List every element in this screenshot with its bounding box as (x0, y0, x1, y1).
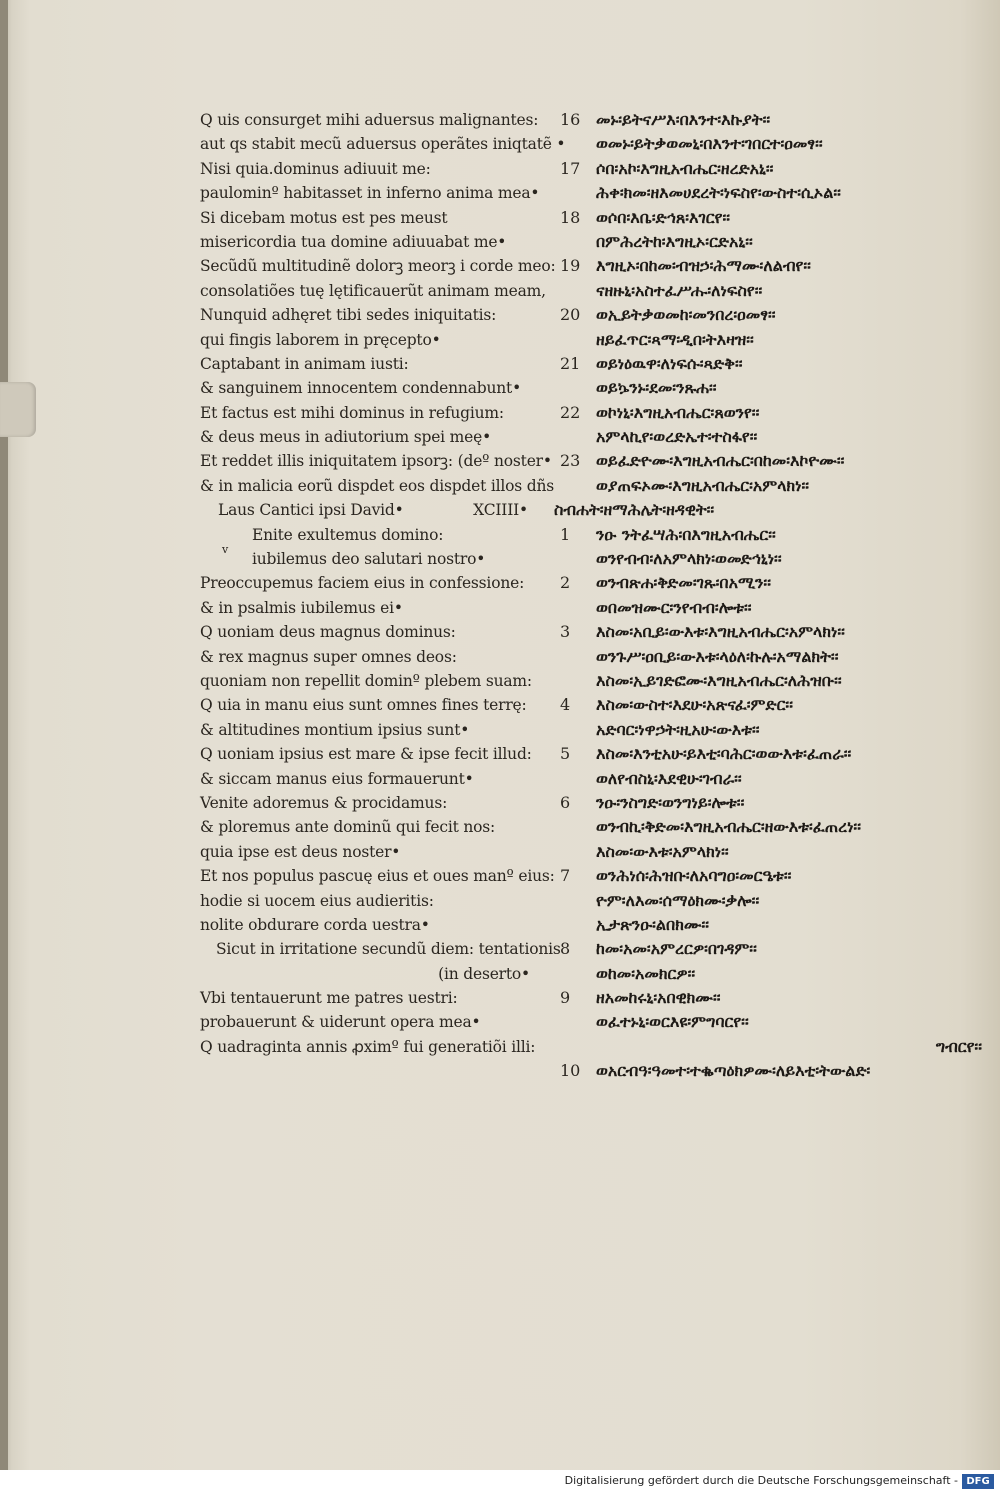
geez-text: ወንጉሥ፡ዐቢይ፡ውእቱ፡ላዕለ፡ኩሉ፡አማልክት፡፡ (596, 646, 839, 666)
geez-column (554, 108, 1000, 1084)
geez-line (560, 937, 1000, 961)
geez-line (560, 864, 1000, 888)
geez-text: እስመ፡ውእቱ፡አምላክነ፡፡ (596, 841, 729, 861)
geez-text: ወበመዝሙር፡ንየብብ፡ሎቱ፡፡ (596, 597, 752, 617)
geez-text: ስብሐት፡ዘማሕሌት፡ዘዳዊት፡፡ (554, 500, 715, 520)
geez-line (560, 669, 1000, 693)
latin-column (200, 108, 566, 1059)
latin-line: & siccam manus eius formauerunt• (200, 769, 474, 788)
latin-line: probauerunt & uiderunt opera mea• (200, 1013, 481, 1032)
geez-text: ወለየብስኒ፡እደዊሁ፡ገብራ፡፡ (596, 768, 742, 788)
geez-line (560, 791, 1000, 815)
geez-text: ወሶበ፡እቤ፡ድኅጸ፡እገርየ፡፡ (596, 207, 731, 227)
geez-text: ወኮነኒ፡እግዚአብሔር፡ጸወንየ፡፡ (596, 402, 760, 422)
geez-line (560, 449, 1000, 473)
verse-number: 6 (560, 792, 571, 812)
verse-number: 17 (560, 158, 581, 178)
footer-credit: Digitalisierung gefördert durch die Deutsche Forschungsgemeinschaft - (564, 1474, 958, 1487)
verse-number: 7 (560, 866, 571, 886)
psalm-heading-title: Laus Cantici ipsi David• (218, 501, 404, 520)
latin-line: quia ipse est deus noster• (200, 842, 401, 861)
latin-line: Nisi quia.dominus adiuuit me: (200, 159, 431, 178)
geez-line (560, 840, 1000, 864)
verse-number: 8 (560, 939, 571, 959)
latin-line: Et reddet illis iniquitatem ipsorꝫ: (deº noster• (200, 452, 552, 471)
latin-line: & sanguinem innocentem condennabunt• (200, 379, 522, 398)
verse-number: 9 (560, 988, 571, 1008)
geez-line (560, 254, 1000, 278)
geez-text: ዘአመከሩኒ፡አበዊክሙ፡፡ (596, 988, 721, 1008)
geez-text: አምላኪየ፡ወረድኤተ፡ተስፋየ፡፡ (596, 427, 758, 447)
verse-number: 3 (560, 622, 571, 642)
latin-line: nolite obdurare corda uestra• (200, 915, 430, 934)
geez-line (560, 230, 1000, 254)
geez-text: ወመኑ፡ይትቃወመኒ፡በእንተ፡ገበርተ፡ዐመፃ፡፡ (596, 134, 823, 154)
geez-line (560, 889, 1000, 913)
page-tab (0, 382, 36, 437)
geez-text: እግዚኦ፡በከመ፡ብዝኃ፡ሕማሙ፡ለልብየ፡፡ (596, 256, 811, 276)
latin-line: iubilemus deo salutari nostro• (252, 550, 486, 569)
latin-line: Q uia in manu eius sunt omnes fines terrę: (200, 696, 527, 715)
geez-text: ሶበ፡አኮ፡እግዚአብሔር፡ዘረድአኒ፡፡ (596, 158, 774, 178)
geez-text: አድባር፡ነዋኃት፡ዚአሁ፡ውእቱ፡፡ (596, 719, 760, 739)
latin-line: Si dicebam motus est pes meust (200, 208, 448, 227)
geez-line (560, 1010, 1000, 1034)
verse-number: 16 (560, 110, 581, 129)
geez-line (560, 425, 1000, 449)
geez-text: ናዘዙኒ፡አስተፈሥሑ፡ለነፍስየ፡፡ (596, 280, 763, 300)
geez-text: ወፈተኑኒ፡ወርእዩ፡ምግባርየ፡፡ (596, 1012, 749, 1032)
latin-line: Captabant in animam iusti: (200, 354, 409, 373)
geez-line (560, 352, 1000, 376)
geez-line (560, 962, 1000, 986)
geez-line (560, 645, 1000, 669)
geez-line (560, 596, 1000, 620)
geez-line (560, 401, 1000, 425)
geez-line (560, 474, 1000, 498)
latin-line: consolatiões tuę lętificauerũt animam meam, (200, 281, 546, 300)
geez-line (560, 815, 1000, 839)
geez-text: ወይነዕዉዋ፡ለነፍሱ፡ጻድቅ፡፡ (596, 353, 743, 373)
versicle-mark: v (222, 542, 229, 556)
geez-line (560, 986, 1000, 1010)
geez-text: ወንየብብ፡ለአምላክነ፡ወመድኅኒነ፡፡ (596, 549, 782, 569)
psalm-heading (200, 498, 540, 522)
latin-line: Venite adoremus & procidamus: (200, 793, 448, 812)
geez-line (560, 767, 1000, 791)
verse-number: 10 (560, 1061, 581, 1081)
latin-line: qui fingis laborem in pręcepto• (200, 330, 441, 349)
geez-text: ወይኴንኑ፡ደመ፡ንጹሐ፡፡ (596, 378, 717, 398)
verse-number: 5 (560, 744, 571, 764)
geez-text: ወያጠፍኦሙ፡እግዚአብሔር፡አምላክነ፡፡ (596, 475, 810, 495)
geez-text: በምሕረትከ፡እግዚኦ፡ርድአኒ፡፡ (596, 231, 753, 251)
verse-number: 22 (560, 402, 581, 422)
latin-line: (in deserto• (438, 964, 530, 983)
latin-line: & altitudines montium ipsius sunt• (200, 720, 470, 739)
latin-line: Secũdũ multitudinẽ dolorꝫ meorꝫ i corde meo: (200, 257, 556, 276)
footer (0, 1470, 1000, 1495)
verse-number: 1 (560, 524, 571, 544)
latin-line: Vbi tentauerunt me patres uestri: (200, 989, 458, 1008)
latin-line: & deus meus in adiutorium spei meę• (200, 428, 492, 447)
geez-line (560, 1059, 1000, 1083)
latin-line: & in malicia eorũ dispdet eos dispdet illos dñs (200, 476, 555, 495)
latin-line: Q uoniam deus magnus dominus: (200, 623, 456, 642)
latin-line: hodie si uocem eius audieritis: (200, 891, 434, 910)
geez-line (560, 1035, 1000, 1059)
verse-number: 21 (560, 353, 581, 373)
geez-line (560, 523, 1000, 547)
latin-line: Q uadraginta annis ꝓximº fui generatiõi illi: (200, 1037, 536, 1056)
verse-number: 23 (560, 451, 581, 471)
geez-line (560, 328, 1000, 352)
geez-line (560, 376, 1000, 400)
dfg-logo: DFG (962, 1474, 994, 1489)
geez-line (560, 157, 1000, 181)
geez-text: እስመ፡ውስተ፡እደሁ፡አጽናፈ፡ምድር፡፡ (596, 695, 793, 715)
latin-line: Et factus est mihi dominus in refugium: (200, 403, 504, 422)
geez-line (560, 620, 1000, 644)
geez-text: እስመ፡እንቲአሁ፡ይእቲ፡ባሕር፡ወውእቱ፡ፈጠራ፡፡ (596, 744, 852, 764)
geez-text: ግብርየ፡፡ (935, 1036, 982, 1056)
latin-line: Enite exultemus domino: (252, 525, 444, 544)
latin-line: & ploremus ante dominũ qui fecit nos: (200, 818, 496, 837)
geez-line (560, 742, 1000, 766)
geez-line (560, 108, 1000, 132)
page-edge (0, 0, 8, 1470)
geez-line (560, 693, 1000, 717)
geez-text: ወከመ፡አመክርዎ፡፡ (596, 963, 696, 983)
verse-number: 4 (560, 695, 571, 715)
latin-line: Q uis consurget mihi aduersus malignantes: (200, 111, 539, 129)
verse-number: 2 (560, 573, 571, 593)
geez-line (554, 498, 1000, 522)
geez-text: እስመ፡አቢይ፡ውእቱ፡እግዚአብሔር፡አምላክነ፡፡ (596, 622, 845, 642)
verse-number: 19 (560, 256, 581, 276)
geez-text: መኑ፡ይትናሥእ፡በእንተ፡እኩያት፡፡ (596, 110, 771, 129)
latin-line: Nunquid adhęret tibi sedes iniquitatis: (200, 306, 497, 325)
geez-text: ወንብጽሐ፡ቅድመ፡ገጹ፡በአሚን፡፡ (596, 573, 771, 593)
latin-line: misericordia tua domine adiuuabat me• (200, 232, 507, 251)
geez-line (560, 547, 1000, 571)
geez-text: ወንሕነሰ፡ሕዝቡ፡ለአባግዐ፡መርዔቱ፡፡ (596, 866, 792, 886)
latin-line: quoniam non repellit dominº plebem suam: (200, 671, 532, 690)
latin-line: paulominº habitasset in inferno anima mea• (200, 184, 540, 203)
geez-text: ወአርብዓ፡ዓመተ፡ተቈጣዕክዎሙ፡ለይእቲ፡ትውልድ፡ (596, 1061, 871, 1081)
geez-text: ዘይፈጥር፡ጻማ፡ዲበ፡ትእዛዝ፡፡ (596, 329, 754, 349)
geez-line (560, 571, 1000, 595)
geez-text: ሕቀ፡ክመ፡ዘእመሀደረት፡ነፍስየ፡ውስተ፡ሲኦል፡፡ (596, 183, 841, 203)
geez-line (560, 913, 1000, 937)
latin-line: & rex magnus super omnes deos: (200, 647, 457, 666)
latin-line: Preoccupemus faciem eius in confessione: (200, 574, 525, 593)
geez-text: እስመ፡ኢይገድፎሙ፡እግዚአብሔር፡ለሕዝቡ፡፡ (596, 670, 842, 690)
latin-line: Q uoniam ipsius est mare & ipse fecit illud: (200, 745, 532, 764)
geez-text: ዮም፡ለእመ፡ሰማዕክሙ፡ቃሎ፡፡ (596, 890, 760, 910)
verse-number: 18 (560, 207, 581, 227)
verse-number: 20 (560, 305, 581, 325)
latin-line: aut qs stabit mecũ aduersus operãtes iniqtatẽ • (200, 135, 566, 154)
geez-line (560, 279, 1000, 303)
latin-line: Sicut in irritatione secundũ diem: tentationis (216, 940, 561, 959)
geez-text: ኢታጽንዑ፡ልበክሙ፡፡ (596, 914, 710, 934)
geez-line (560, 181, 1000, 205)
geez-text: ንዑ፡ንስግድ፡ወንግነይ፡ሎቱ፡፡ (596, 792, 745, 812)
latin-line: Et nos populus pascuę eius et oues manº eius: (200, 867, 555, 886)
geez-line (560, 206, 1000, 230)
latin-line: & in psalmis iubilemus ei• (200, 598, 403, 617)
geez-line (560, 132, 1000, 156)
geez-line (560, 303, 1000, 327)
geez-text: ወኢይትቃወመከ፡መንበረ፡ዐመፃ፡፡ (596, 305, 776, 325)
geez-text: ወንብኪ፡ቅድመ፡እግዚአብሔር፡ዘውእቱ፡ፈጠረነ፡፡ (596, 817, 861, 837)
geez-text: ወይፈድዮሙ፡እግዚአብሔር፡በከመ፡እኮዮሙ፡፡ (596, 451, 845, 471)
psalm-heading-number: XCIIII• (473, 501, 528, 520)
geez-line (560, 718, 1000, 742)
geez-text: ንዑ ንትፈሣሕ፡በእግዚአብሔር፡፡ (596, 524, 776, 544)
geez-text: ከመ፡አመ፡አምረርዎ፡በገዳም፡፡ (596, 939, 757, 959)
